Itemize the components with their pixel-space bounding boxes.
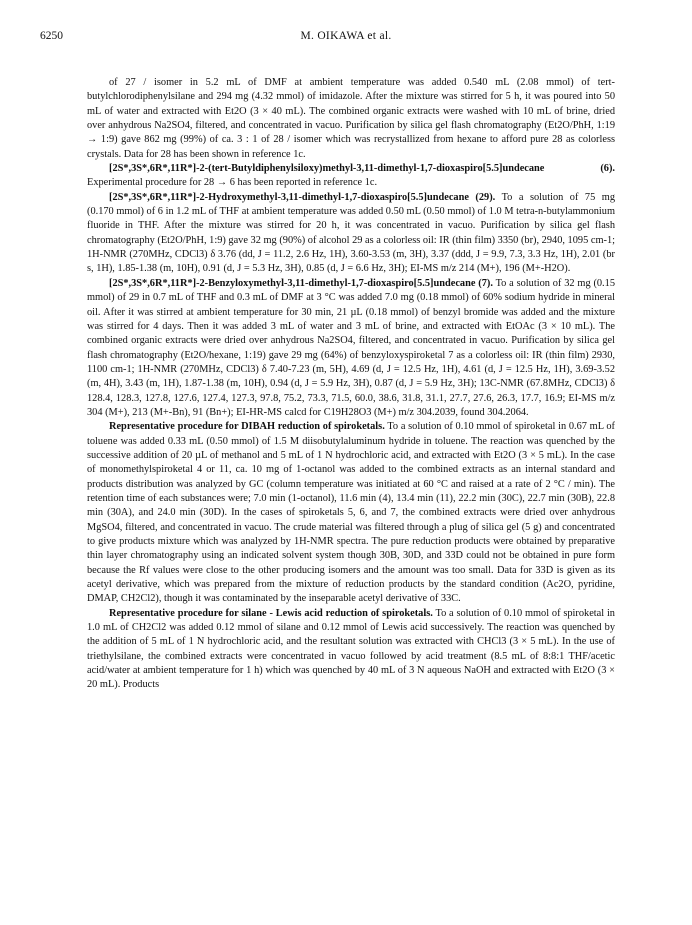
compound-heading: [2S*,3S*,6R*,11R*]-2-(tert-Butyldiphenylsiloxy)methyl-3,11-dimethyl-1,7-dioxaspiro[5.5]undecane (6).	[109, 163, 615, 175]
compound-heading: [2S*,3S*,6R*,11R*]-2-Hydroxymethyl-3,11-dimethyl-1,7-dioxaspiro[5.5]undecane (29).	[109, 191, 496, 203]
body-text	[87, 76, 615, 693]
paragraph-compound-29	[87, 191, 615, 277]
procedure-heading: Representative procedure for silane - Lewis acid reduction of spiroketals.	[109, 607, 433, 619]
paragraph-compound-6	[87, 162, 615, 191]
paragraph-text: Experimental procedure for 28 → 6 has been reported in reference 1c.	[87, 177, 378, 189]
page-number: 6250	[40, 30, 63, 42]
paragraph-text: To a solution of 75 mg (0.170 mmol) of 6 in 1.2 mL of THF at ambient temperature was added 0.50 mL (0.50 mmol) of 1.0 M tetra-n-butylammonium fluoride in THF. After the mixture was stirred for 20 h, it was concentrated in vacuo. Purification by silica gel flash chromatography (Et2O/PhH, 1:9) gave 32 mg (90%) of alcohol 29 as a colorless oil: IR (thin film) 3350 (br), 2940, 1095 cm-1; 1H-NMR (270MHz, CDCl3) δ 3.76 (dd, J = 11.2, 2.6 Hz, 1H), 3.60-3.53 (m, 3H), 3.37 (ddd, J = 9.9, 7.3, 3.3 Hz, 1H), 2.01 (br s, 1H), 1.85-1.38 (m, 10H), 0.91 (d, J = 5.3 Hz, 3H), 0.85 (d, J = 6.6 Hz, 3H); EI-MS m/z 214 (M+), 196 (M+-H2O).	[87, 191, 615, 275]
running-head: M. OIKAWA et al.	[300, 30, 392, 42]
paragraph-text: To a solution of 0.10 mmol of spiroketal in 1.0 mL of CH2Cl2 was added 0.12 mmol of silane and 0.12 mmol of Lewis acid successively. The reaction was quenched by the addition of 5 mL of 1 N hydrochloric acid, and the resultant solution was extracted with CHCl3 (3 × 5 mL). In the use of triethylsilane, the combined extracts were concentrated in vacuo followed by acid treatment (8.5 mL of 8:8:1 THF/acetic acid/water at ambient temperature for 1 h) which was quenched by 40 mL of 3 N aqueous NaOH and extracted with Et2O (3 × 20 mL). Products	[87, 607, 615, 691]
compound-heading: [2S*,3S*,6R*,11R*]-2-Benzyloxymethyl-3,11-dimethyl-1,7-dioxaspiro[5.5]undecane (7).	[109, 277, 493, 289]
paragraph-continuation	[87, 76, 615, 162]
paragraph-compound-7	[87, 277, 615, 420]
paragraph-dibah-procedure	[87, 420, 615, 606]
procedure-heading: Representative procedure for DIBAH reduction of spiroketals.	[109, 421, 385, 433]
paragraph-text: To a solution of 32 mg (0.15 mmol) of 29 in 0.7 mL of THF and 0.3 mL of DMF at 3 °C was added 7.0 mg (0.18 mmol) of 60% sodium hydride in mineral oil. After it was stirred at ambient temperature for 30 min, 21 µL (0.18 mmol) of benzyl bromide was added and the mixture was stirred for 4 days. Then it was added 3 mL of water and 3 mL of brine, and extracted with EtOAc (3 × 10 mL). The combined organic extracts were dried over anhydrous Na2SO4, filtered, and concentrated in vacuo. Purification by silica gel flash chromatography (Et2O/hexane, 1:19) gave 29 mg (64%) of benzyloxyspiroketal 7 as a colorless oil: IR (thin film) 2930, 1100 cm-1; 1H-NMR (270MHz, CDCl3) δ 7.40-7.23 (m, 5H), 4.69 (d, J = 12.5 Hz, 1H), 4.61 (d, J = 12.5 Hz, 1H), 3.69-3.52 (m, 4H), 3.43 (m, 1H), 1.87-1.38 (m, 10H), 0.94 (d, J = 5.9 Hz, 3H), 0.87 (d, J = 5.9 Hz, 3H); 13C-NMR (67.8MHz, CDCl3) δ 128.4, 128.3, 127.8, 127.6, 127.4, 127.3, 97.8, 75.2, 73.3, 71.5, 60.0, 38.6, 31.8, 31.1, 27.7, 27.6, 26.3, 17.7, 16.9; EI-MS m/z 304 (M+), 213 (M+-Bn), 91 (Bn+); EI-HR-MS calcd for C19H28O3 (M+) m/z 304.2039, found 304.2064.	[87, 277, 615, 418]
page-header	[40, 30, 652, 44]
paragraph-silane-procedure	[87, 607, 615, 693]
paragraph-text: of 27 / isomer in 5.2 mL of DMF at ambient temperature was added 0.540 mL (2.08 mmol) of tert-butylchlorodiphenylsilane and 294 mg (4.32 mmol) of imidazole. After the mixture was stirred for 5 h, it was poured into 50 mL of water and extracted with Et2O (3 × 40 mL). The combined organic extracts were washed with 10 mL of brine, dried over anhydrous Na2SO4, filtered, and concentrated in vacuo. Purification by silica gel flash chromatography (Et2O/PhH, 1:19 → 1:9) gave 862 mg (99%) of ca. 3 : 1 of 28 / isomer which was recrystallized from hexane to afford pure 28 as colorless crystals. Data for 28 has been shown in reference 1c.	[87, 77, 615, 160]
paragraph-text: To a solution of 0.10 mmol of spiroketal in 0.67 mL of toluene was added 0.33 mL (0.50 mmol) of 1.5 M diisobutylaluminum hydride in toluene. The reaction was quenched by the successive addition of 20 µL of methanol and 5 mL of 1 N hydrochloric acid, and extracted with Et2O (3 × 5 mL). In the case of monomethylspiroketal 4 or 11, ca. 10 mg of 1-octanol was added to the combined extracts as an internal standard and products distribution was analyzed by GC (column temperature was initiated at 60 °C and raised at a rate of 2 °C / min). The retention time of each substances were; 7.0 min (1-octanol), 11.6 min (4), 13.4 min (11), 22.2 min (30C), 22.7 min (30B), 22.8 min (30A), and 24.0 min (30D). In the cases of spiroketals 5, 6, and 7, the combined extracts were dried over anhydrous MgSO4, filtered, and concentrated in vacuo. The crude material was filtered through a plug of silica gel (5 g) and concentrated to give products mixture which was analyzed by 1H-NMR spectra. The pure reduction products were obtained by preparative thin layer chromatography using an indicated solvent system though 30B, 30D, and 33D could not be obtained in pure form because the Rf values were close to the other producing isomers and the amount was too small. Data for 33D is given as its acetyl derivative, which was prepared from the mixture of reduction products by the standard condition (Ac2O, pyridine, DMAP, CH2Cl2), though it was contaminated by the inseparable acetyl derivative of 33C.	[87, 421, 615, 605]
